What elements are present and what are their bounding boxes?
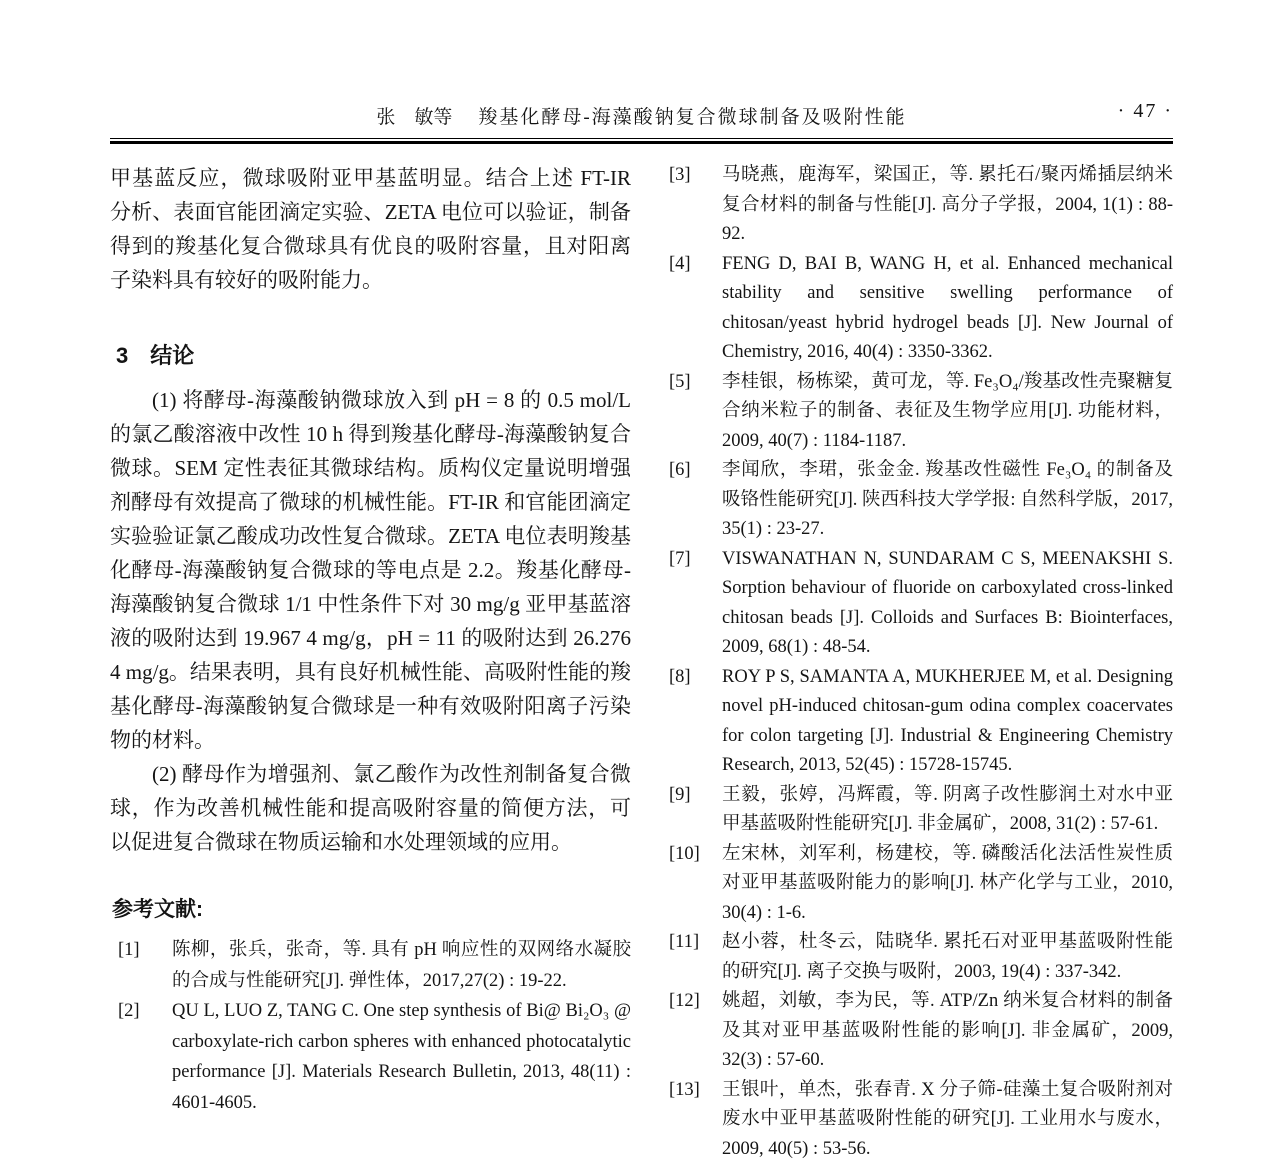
reference-text: QU L, LUO Z, TANG C. One step synthesis of Bi@ Bi₂O₃ @ carboxylate-rich carbon spheres with enhanced photocatalytic performance [J]. Materials Research Bulletin, 2013, 48(11) : 4601-4605. [172, 1001, 631, 1113]
reference-item [667, 1076, 1173, 1164]
reference-text: 左宋林，刘军利，杨建校，等. 磷酸活化法活性炭性质对亚甲基蓝吸附能力的影响[J]. 林产化学与工业，2010, 30(4) : 1-6. [722, 843, 1173, 923]
reference-item [667, 928, 1173, 987]
right-column [667, 161, 1173, 1164]
reference-text: 李桂银，杨栋梁，黄可龙，等. Fe₃O₄/羧基改性壳聚糖复合纳米粒子的制备、表征及生物学应用[J]. 功能材料，2009, 40(7) : 1184-1187. [722, 371, 1173, 451]
reference-label: [12] [669, 991, 700, 1011]
body-paragraph: (1) 将酵母-海藻酸钠微球放入到 pH = 8 的 0.5 mol/L的氯乙酸溶液中改性 10 h 得到羧基化酵母-海藻酸钠复合微球。SEM 定性表征其微球结构。质构仪定量说明增强剂酵母有效提高了微球的机械性能。FT-IR 和官能团滴定实验验证氯乙酸成功改性复合微球。ZETA 电位表明羧基化酵母-海藻酸钠复合微球的等电点是 2.2。羧基化酵母-海藻酸钠复合微球 1/1 中性条件下对 30 mg/g 亚甲基蓝溶液的吸附达到 19.967 4 mg/g，pH = 11 的吸附达到 26.276 4 mg/g。结果表明，具有良好机械性能、高吸附性能的羧基化酵母-海藻酸钠复合微球是一种有效吸附阳离子污染物的材料。 [110, 388, 631, 752]
reference-text: ROY P S, SAMANTA A, MUKHERJEE M, et al. Designing novel pH-induced chitosan-gum odina complex coacervates for colon targeting [J]. Industrial & Engineering Chemistry Research, 2013, 52(45) : 15728-15745. [722, 666, 1173, 775]
reference-item [667, 663, 1173, 781]
reference-item [667, 987, 1173, 1076]
page-content [110, 0, 1173, 1164]
reference-label: [2] [118, 1001, 140, 1021]
reference-item [667, 456, 1173, 545]
section-heading [116, 339, 631, 370]
reference-item [667, 250, 1173, 368]
reference-text: 王银叶，单杰，张春青. X 分子筛-硅藻土复合吸附剂对废水中亚甲基蓝吸附性能的研究[J]. 工业用水与废水，2009, 40(5) : 53-56. [722, 1079, 1173, 1159]
reference-label: [4] [669, 253, 691, 274]
reference-label: [7] [669, 548, 691, 569]
reference-text: VISWANATHAN N, SUNDARAM C S, MEENAKSHI S. Sorption behaviour of fluoride on carboxylated cross-linked chitosan beads [J]. Colloids and Surfaces B: Biointerfaces, 2009, 68(1) : 48-54. [722, 548, 1173, 657]
reference-item [667, 545, 1173, 663]
reference-text: FENG D, BAI B, WANG H, et al. Enhanced mechanical stability and sensitive swelling performance of chitosan/yeast hybrid hydrogel beads [J]. New Journal of Chemistry, 2016, 40(4) : 3350-3362. [722, 253, 1173, 362]
reference-text: 陈柳，张兵，张奇，等. 具有 pH 响应性的双网络水凝胶的合成与性能研究[J]. 弹性体，2017,27(2) : 19-22. [172, 940, 631, 991]
reference-text: 王毅，张婷，冯辉霞，等. 阴离子改性膨润土对水中亚甲基蓝吸附性能研究[J]. 非金属矿，2008, 31(2) : 57-61. [722, 784, 1173, 834]
reference-label: [13] [669, 1079, 700, 1100]
reference-label: [5] [669, 371, 691, 392]
references-heading: 参考文献: [112, 898, 203, 921]
header-rule [110, 138, 1173, 144]
reference-label: [1] [118, 940, 140, 960]
reference-list-left [110, 935, 631, 1118]
reference-item [667, 161, 1173, 250]
reference-item [667, 840, 1173, 929]
reference-label: [11] [669, 932, 700, 952]
running-head [110, 102, 1173, 129]
reference-label: [10] [669, 843, 700, 864]
two-column-layout [110, 161, 1173, 1164]
body-paragraph: (2) 酵母作为增强剂、氯乙酸作为改性剂制备复合微球，作为改善机械性能和提高吸附容量的简便方法，可以促进复合微球在物质运输和水处理领域的应用。 [110, 762, 631, 854]
running-head-author: 张 敏等 [376, 107, 453, 128]
section-number: 3 [116, 343, 129, 368]
section-title: 结论 [150, 343, 195, 368]
running-head-title: 羧基化酵母-海藻酸钠复合微球制备及吸附性能 [478, 107, 907, 128]
reference-text: 马晓燕，鹿海军，梁国正，等. 累托石/聚丙烯插层纳米复合材料的制备与性能[J]. 高分子学报，2004, 1(1) : 88-92. [722, 165, 1173, 244]
body-paragraph: 甲基蓝反应，微球吸附亚甲基蓝明显。结合上述 FT-IR 分析、表面官能团滴定实验、ZETA 电位可以验证，制备得到的羧基化复合微球具有优良的吸附容量，且对阳离子染料具有较好的吸附能力。 [110, 166, 631, 292]
reference-label: [9] [669, 784, 691, 805]
reference-item [110, 996, 631, 1118]
page-header [110, 0, 1173, 144]
reference-label: [8] [669, 666, 691, 687]
reference-label: [3] [669, 165, 691, 185]
page-number: · 47 · [1117, 100, 1173, 122]
reference-text: 赵小蓉，杜冬云，陆晓华. 累托石对亚甲基蓝吸附性能的研究[J]. 离子交换与吸附，2003, 19(4) : 337-342. [722, 932, 1173, 982]
reference-item [667, 781, 1173, 840]
reference-text: 李闻欣，李珺，张金金. 羧基改性磁性 Fe₃O₄ 的制备及吸铬性能研究[J]. 陕西科技大学学报: 自然科学版，2017, 35(1) : 23-27. [722, 460, 1173, 539]
reference-list-right [667, 161, 1173, 1164]
reference-item [110, 935, 631, 996]
reference-label: [6] [669, 460, 691, 480]
reference-text: 姚超，刘敏，李为民，等. ATP/Zn 纳米复合材料的制备及其对亚甲基蓝吸附性能的影响[J]. 非金属矿，2009, 32(3) : 57-60. [722, 991, 1173, 1070]
left-column [110, 161, 631, 1118]
reference-item [667, 368, 1173, 457]
